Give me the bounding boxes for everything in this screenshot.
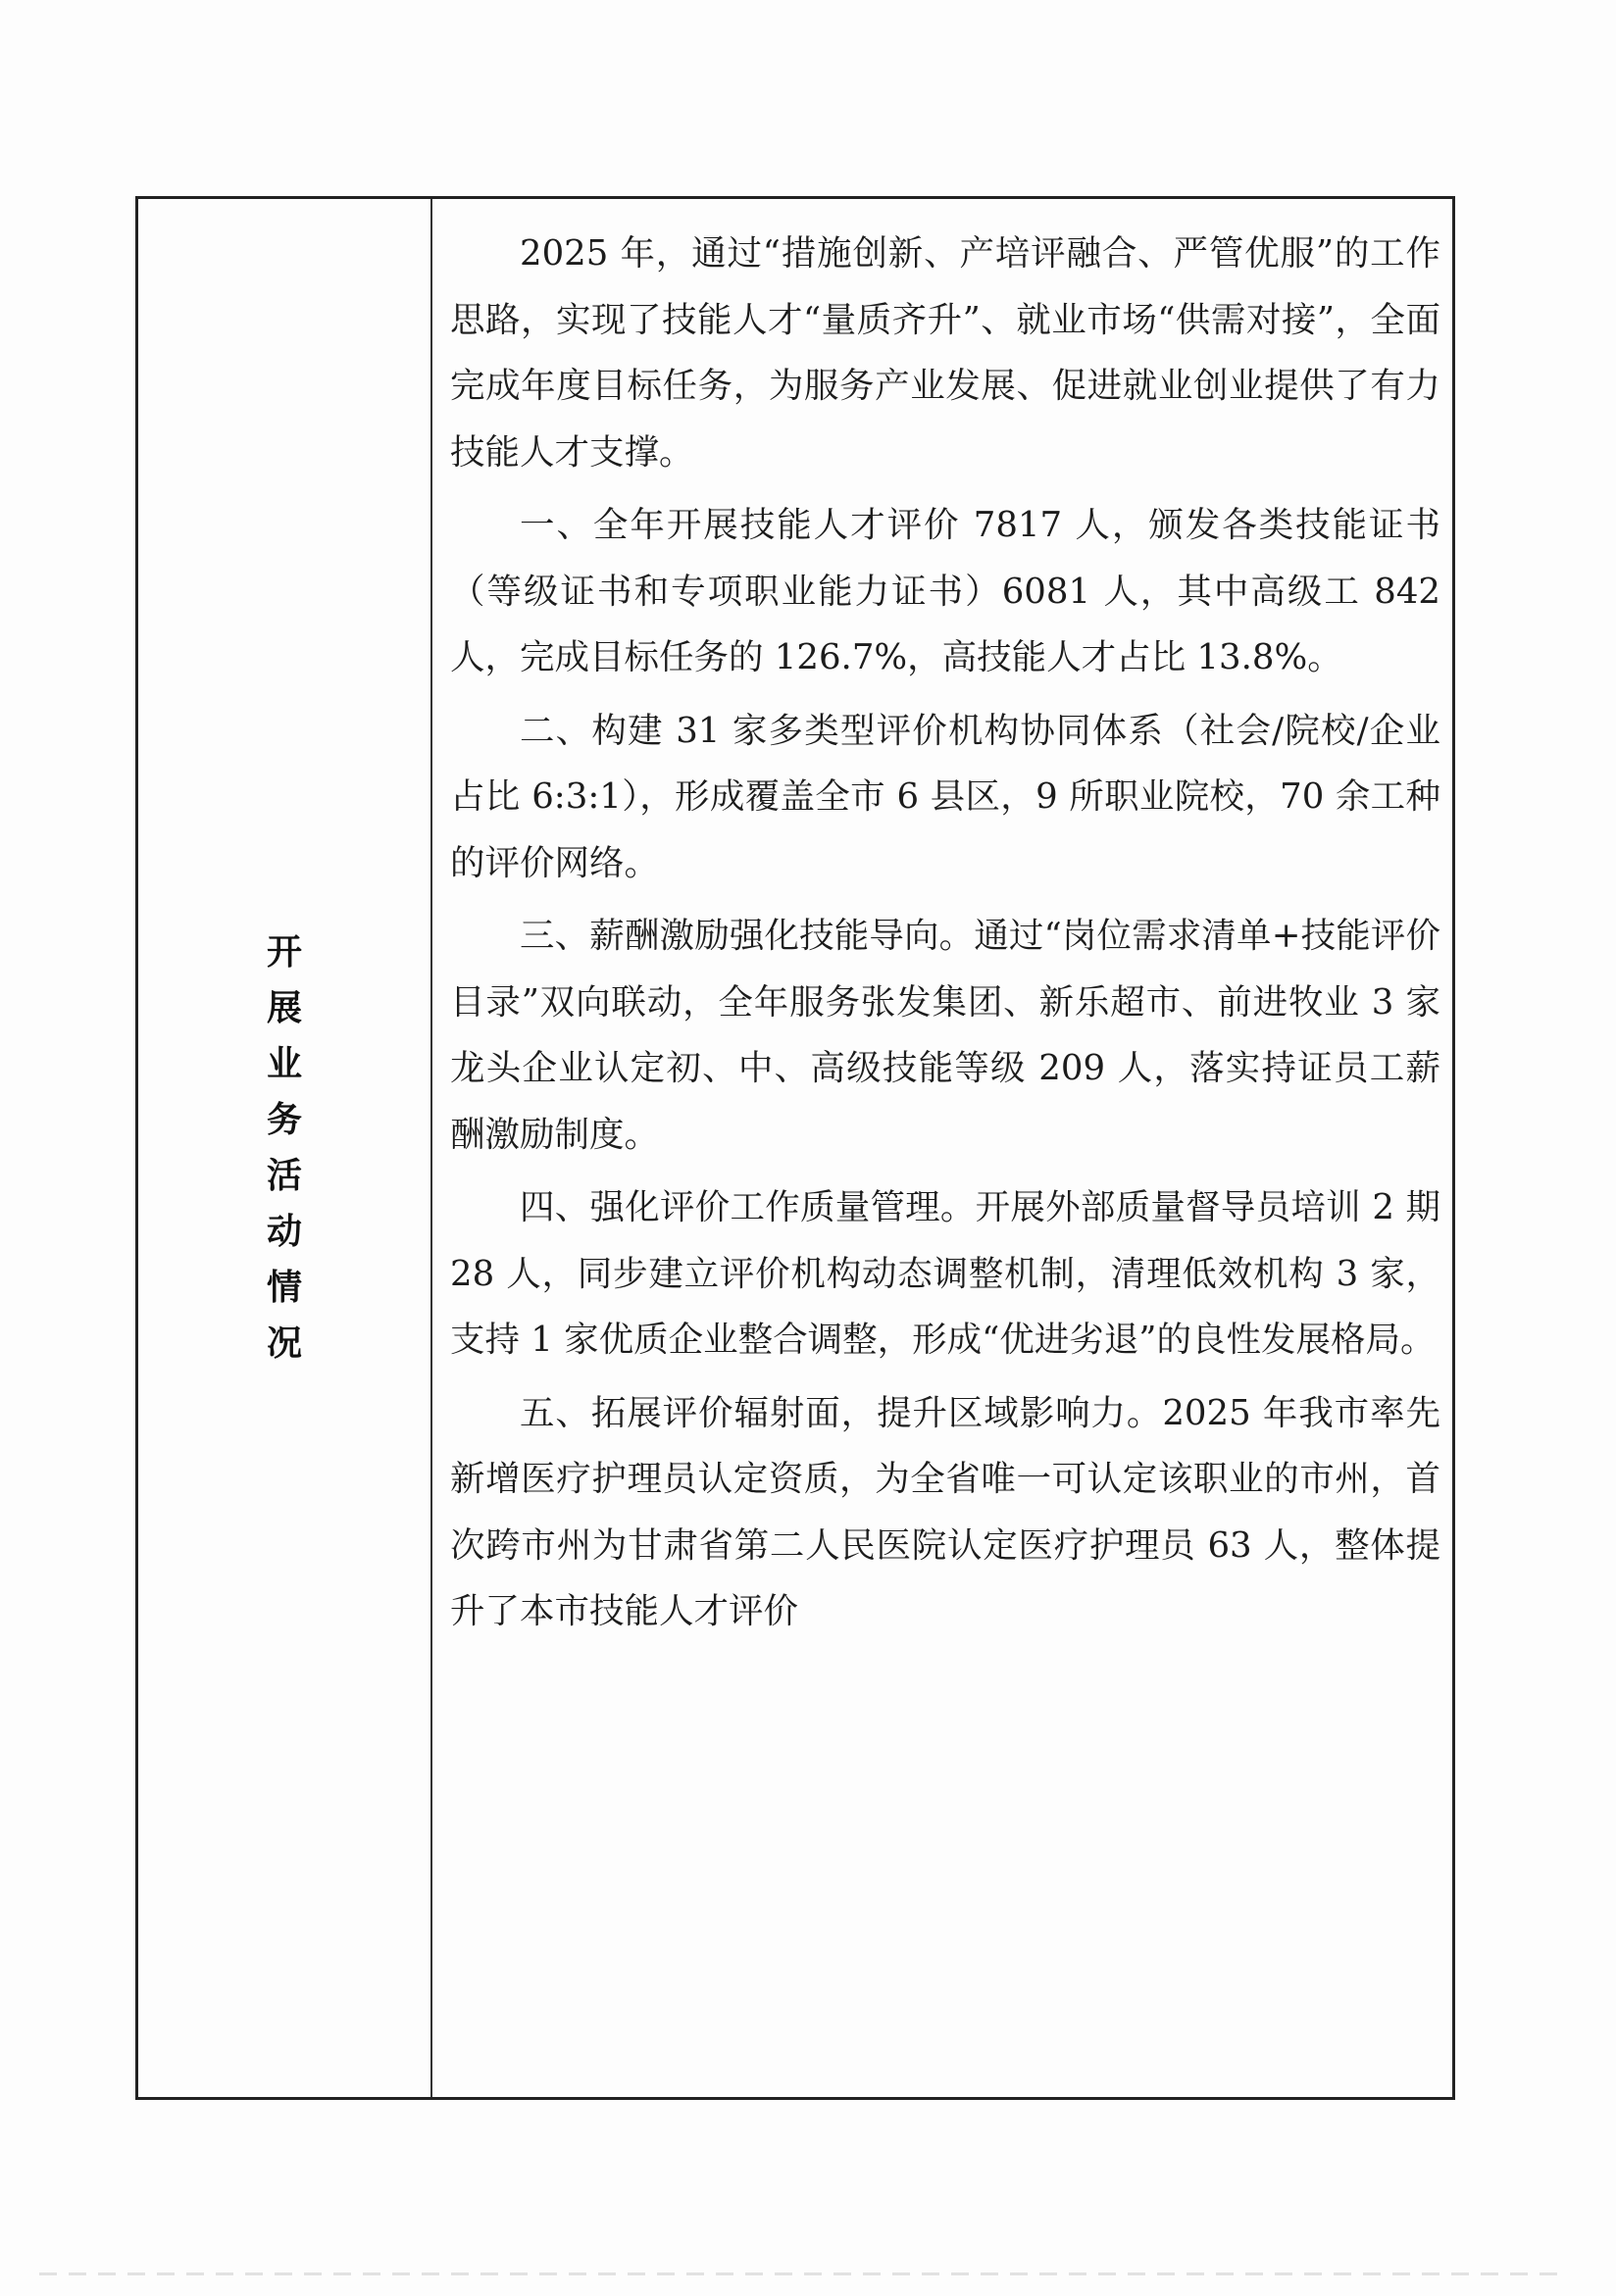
row-label-char: 展: [266, 988, 302, 1028]
paragraph-item-4: 四、强化评价工作质量管理。开展外部质量督导员培训 2 期 28 人，同步建立评价机构动态调整机制，清理低效机构 3 家，支持 1 家优质企业整合调整，形成“优进劣退”的良性发展格局。: [450, 1187, 1440, 1360]
row-label-char: 业: [266, 1044, 302, 1084]
paragraph-item-1: 一、全年开展技能人才评价 7817 人，颁发各类技能证书（等级证书和专项职业能力证书）6081 人，其中高级工 842 人，完成目标任务的 126.7%，高技能人才占比 13.8%。: [450, 505, 1440, 677]
content-cell: [450, 221, 1440, 1645]
column-divider: [430, 199, 432, 2097]
scan-artifact-line: [39, 2272, 1569, 2275]
form-table: [135, 196, 1455, 2100]
paragraph-item-5: 五、拓展评价辐射面，提升区域影响力。2025 年我市率先新增医疗护理员认定资质，为全省唯一可认定该职业的市州，首次跨市州为甘肃省第二人民医院认定医疗护理员 63 人，整体提升了本市技能人才评价: [450, 1392, 1440, 1631]
row-label-char: 活: [266, 1156, 302, 1196]
paragraph-item-2: 二、构建 31 家多类型评价机构协同体系（社会/院校/企业占比 6:3:1），形成覆盖全市 6 县区，9 所职业院校，70 余工种的评价网络。: [450, 710, 1440, 883]
row-label: [255, 924, 314, 1375]
row-label-cell: [138, 199, 430, 2097]
paragraph-item-3: 三、薪酬激励强化技能导向。通过“岗位需求清单+技能评价目录”双向联动，全年服务张发集团、新乐超市、前进牧业 3 家龙头企业认定初、中、高级技能等级 209 人，落实持证员工薪酬激励制度。: [450, 916, 1440, 1155]
paragraph-intro: 2025 年，通过“措施创新、产培评融合、严管优服”的工作思路，实现了技能人才“量质齐升”、就业市场“供需对接”，全面完成年度目标任务，为服务产业发展、促进就业创业提供了有力技能人才支撑。: [450, 233, 1440, 473]
row-label-char: 情: [266, 1268, 302, 1308]
row-label-char: 动: [266, 1212, 302, 1252]
row-label-char: 务: [266, 1100, 302, 1140]
row-label-char: 况: [266, 1323, 302, 1364]
row-label-char: 开: [266, 932, 302, 973]
